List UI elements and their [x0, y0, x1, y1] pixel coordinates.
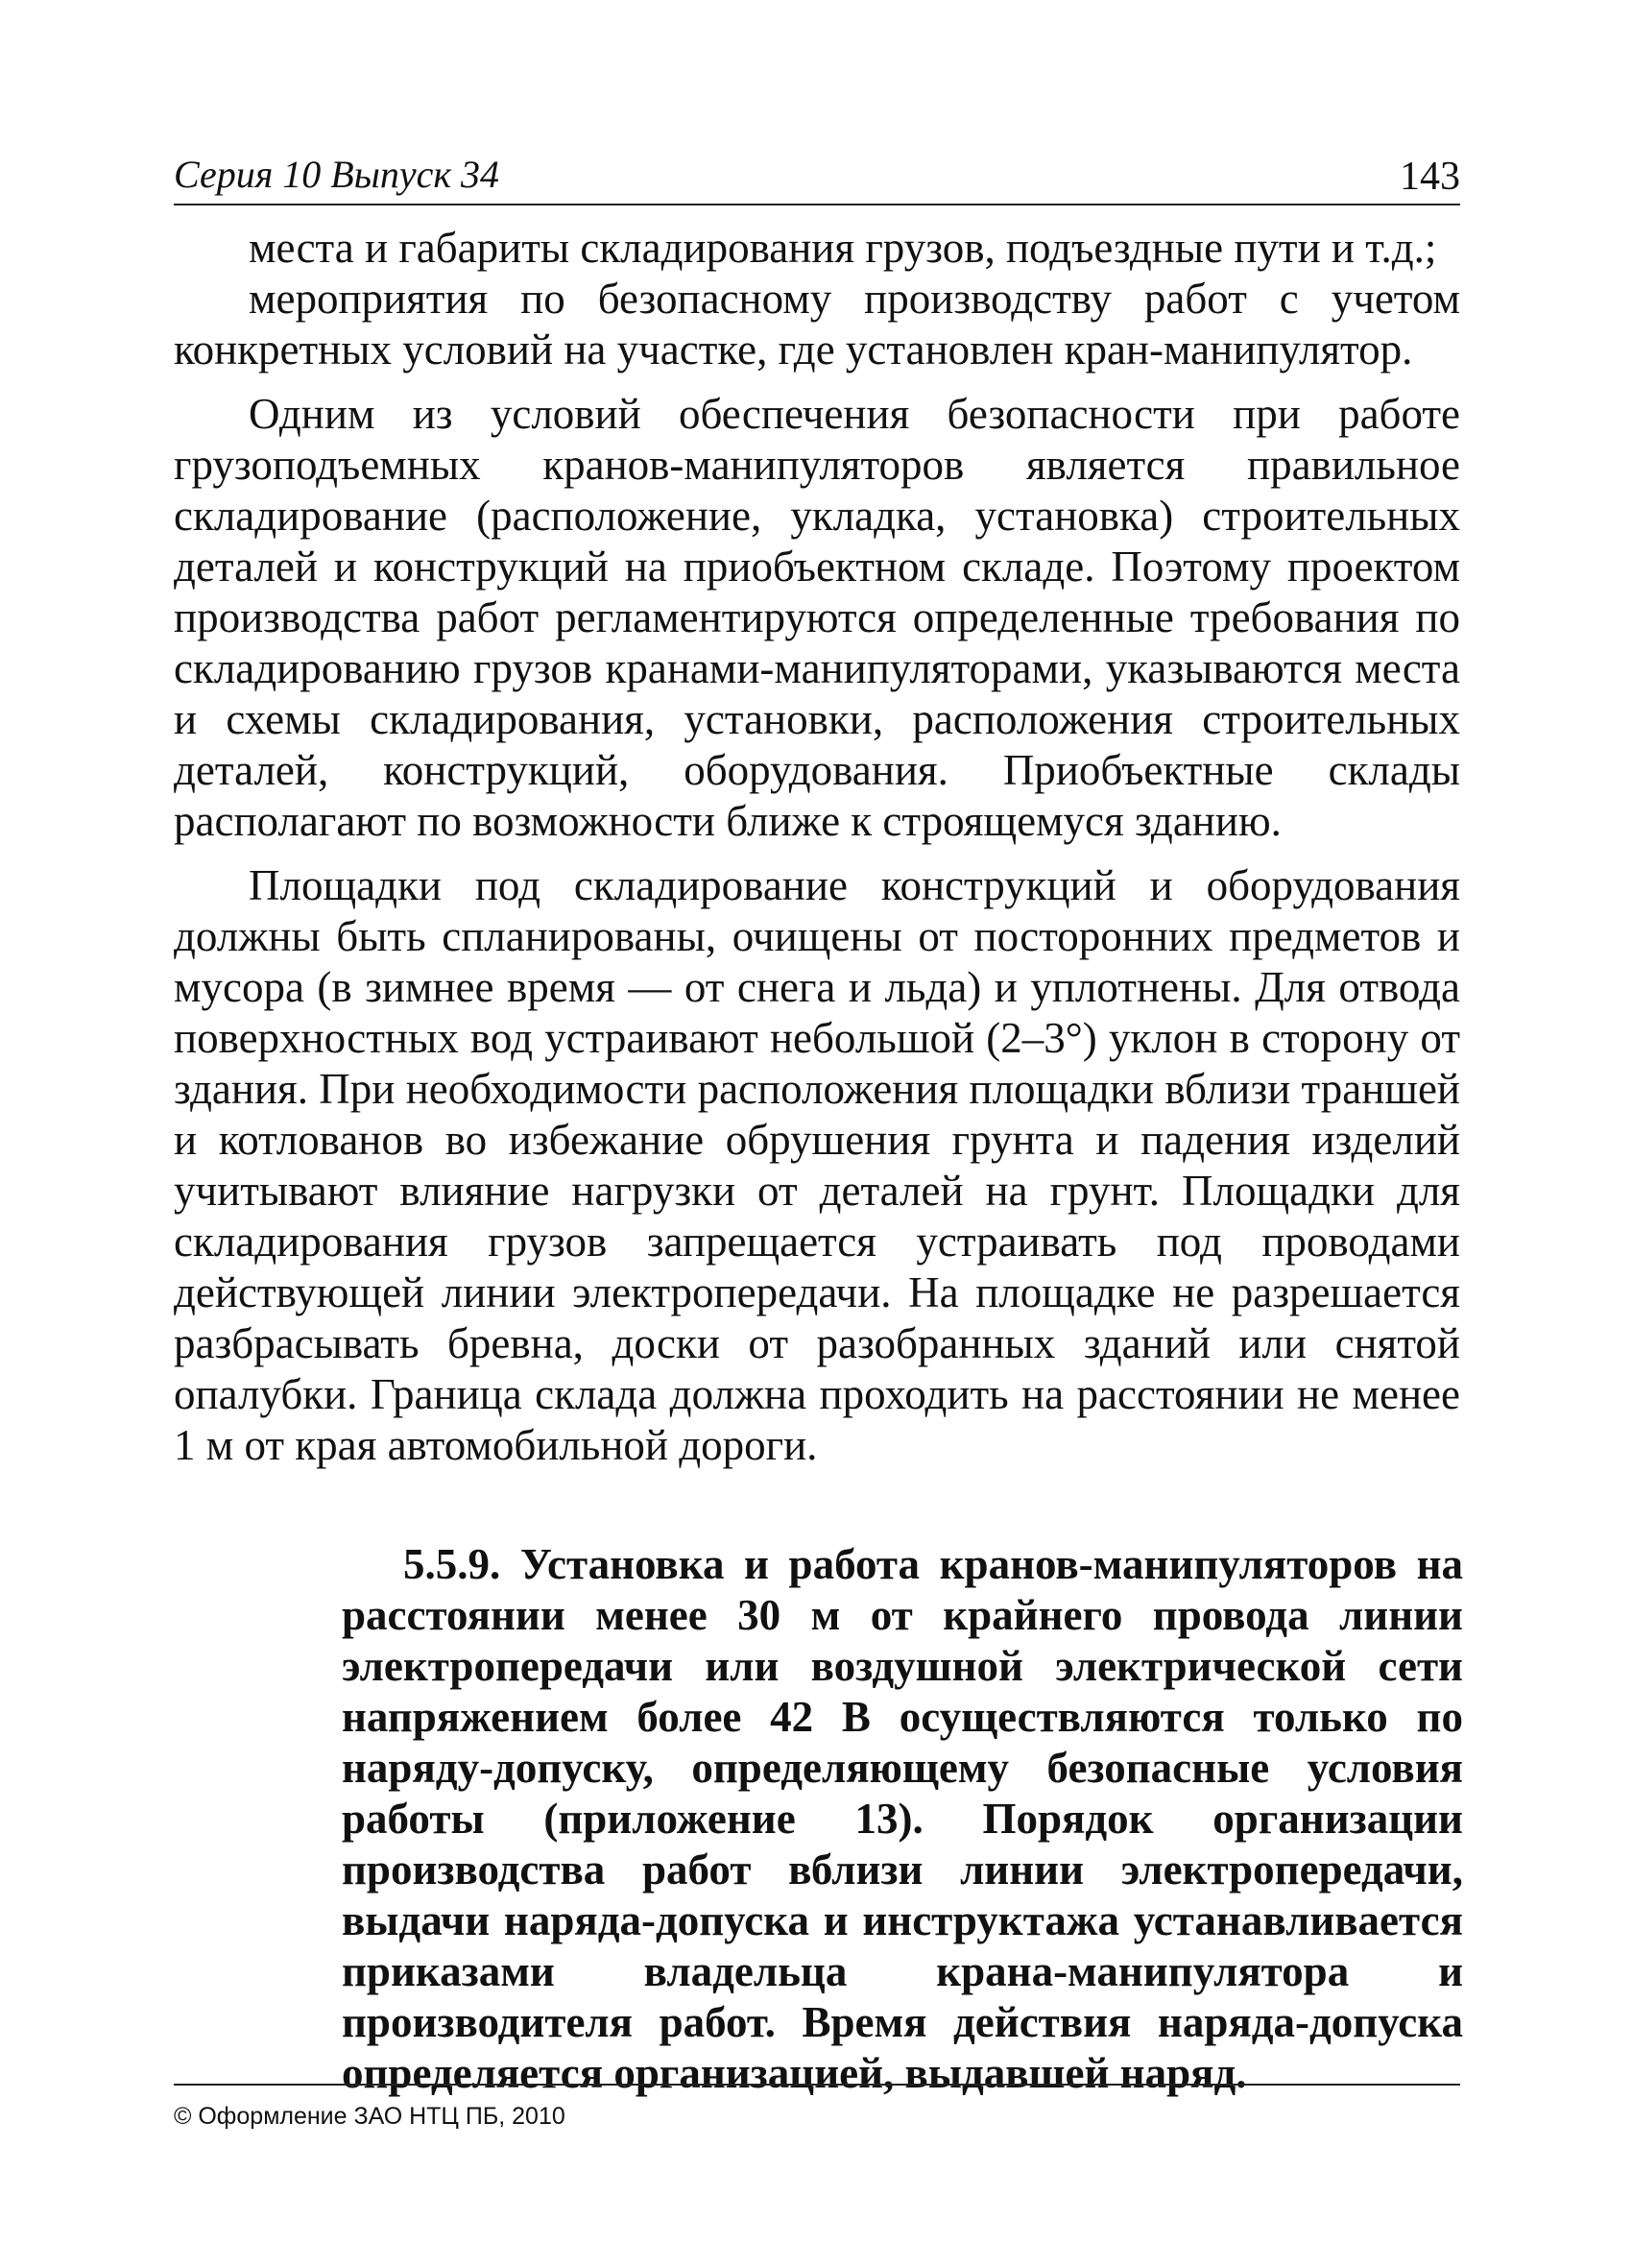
footer-copyright: © Оформление ЗАО НТЦ ПБ, 2010: [174, 2103, 565, 2130]
series-title: Серия 10 Выпуск 34: [174, 153, 500, 196]
body-paragraph: мероприятия по безопасному производству работ с учетом конкретных условий на участке, где установлен кран-манипулятор.: [174, 275, 1460, 374]
body-paragraph: Площадки под складирование конструкций и оборудования должны быть спланированы, очищены от посторонних предметов и мусора (в зимнее время — от снега и льда) и уплотнены. Для отвода поверхностных вод устраивают небольшой (2–3°) уклон в сторону от здания. При необходимости расположения площадки вблизи траншей и котлованов во избежание обрушения грунта и падения изделий учитывают влияние нагрузки от деталей на грунт. Площадки для складирования грузов запрещается устраивать под проводами действующей линии электропередачи. На площадке не разрешается разбрасывать бревна, доски от разобранных зданий или снятой опалубки. Граница склада должна проходить на расстоянии не менее 1 м от края автомобильной дороги.: [174, 861, 1460, 1469]
body-paragraph: Одним из условий обеспечения безопасности при работе грузоподъемных кранов-манипуляторов является правильное складирование (расположение, укладка, установка) строительных деталей и конструкций на приобъектном складе. Поэтому проектом производства работ регламентируются определенные требования по складированию грузов кранами-манипуляторами, указываются места и схемы складирования, установки, расположения строительных деталей, конструкций, оборудования. Приобъектные склады располагают по возможности ближе к строящемуся зданию.: [174, 390, 1460, 845]
footer-divider: [174, 2084, 1460, 2086]
body-paragraph: места и габариты складирования грузов, подъездные пути и т.д.;: [249, 224, 1437, 272]
body-text: [174, 223, 1460, 1471]
header-divider: [174, 204, 1460, 205]
section-5-5-9: [342, 1539, 1463, 2099]
page-header: [174, 152, 1460, 209]
section-paragraph: 5.5.9. Установка и работа кранов-манипуляторов на расстоянии менее 30 м от крайнего провода линии электропередачи или воздушной электрической сети напряжением более 42 В осуществляются только по наряду-допуску, определяющему безопасные условия работы (приложение 13). Порядок организации производства работ вблизи линии электропередачи, выдачи наряда-допуска и инструктажа устанавливается приказами владельца крана-манипулятора и производителя работ. Время действия наряда-допуска определяется организацией, выдавшей наряд.: [342, 1540, 1463, 2097]
page-number: 143: [1400, 155, 1460, 199]
